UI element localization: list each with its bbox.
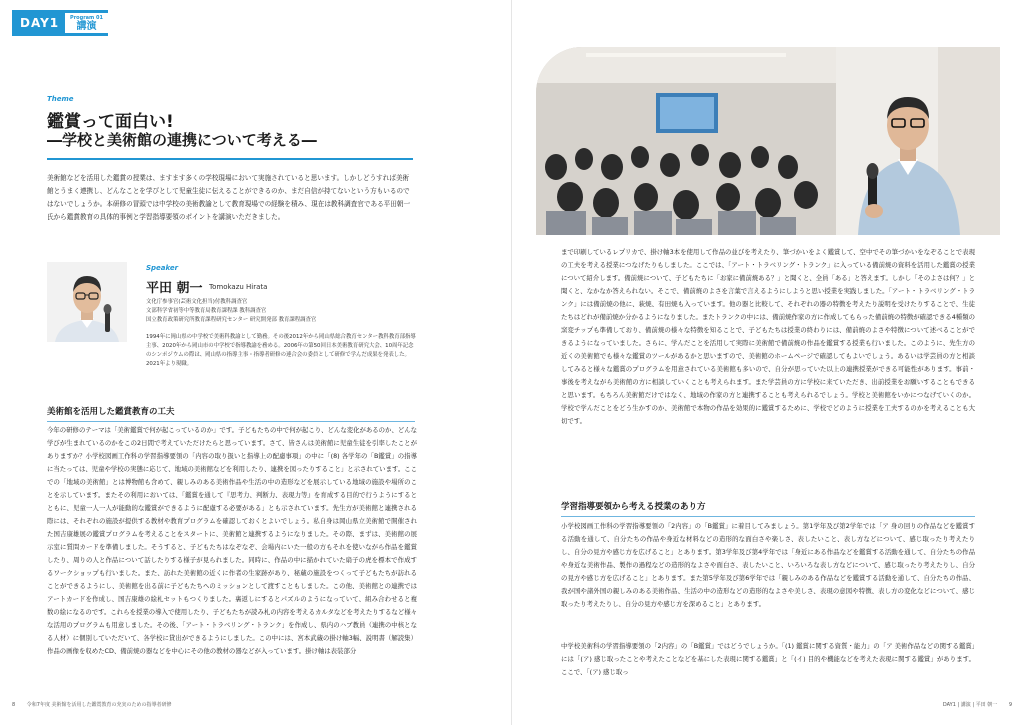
lecture-photo [536,47,1000,235]
body-text-right-elementary: 小学校図画工作科の学習指導要領の「2内容」の「B鑑賞」に着目してみましょう。第1学年及び第2学年では「ア 身の回りの作品などを鑑賞する活動を通して、自分たちの作品や身近な材料などの造形的な面白さや楽しさ、表したいこと、表し方などについて、感じ取ったり考えたりし、自分の見方や感じ方を広げること」とあります。第3学年及び第4学年では「身近にある作品などを鑑賞する活動を通して、自分たちの作品や身近な美術作品、製作の過程などの造形的なよさや面白さ、表したいこと、いろいろな表し方などについて、感じ取ったり考えたりし、自分の見方や感じ方を広げること」とあります。また第5学年及び第6学年では「親しみのある作品などを鑑賞する活動を通して、自分たちの作品、我が国や諸外国の親しみのある美術作品、生活の中の造形などの造形的なよさや美しさ、表現の意図や特徴、表し方の変化などについて、感じ取ったり考えたりし、自分の見方や感じ方を深めること」とあります。 [561,522,975,608]
body-text-left: 今年の研修のテーマは「美術鑑賞で何が起こっているのか」です。子どもたちの中で何が起こり、どんな変化があるのか、どんな学びが生まれているのかをこの2日間で考えていただけたらと思っています。さて、皆さんは美術館に児童生徒を引率したことがありますか？小学校図画工作科の学習指導要領の「内容の取り扱いと指導上の配慮事項」の中に「(8) 各学年の「B鑑賞」の指導に当たっては、児童や学校の実態に応じて、地域の美術館などを利用したり、連携を図ったりすること」と示されています。ここでの「地域の美術館」とは博物館も含めて、親しみのある美術作品や生活の中の造形などを展示している地域の施設や場所のことを示しています。またその利用においては、「鑑賞を通して『思考力、判断力、表現力等』を育成する目的で行うようにするとともに、児童一人一人が能動的な鑑賞ができるように配慮する必要がある」とも示されています。先生方が美術館と連携される際には、それぞれの施設が提供する教材や教育プログラムを確認しておくとよいでしょう。私自身は岡山県立美術館で開催された国吉康雄展の鑑賞プログラムを考えることをスタートに、美術館と連携するようになりました。その際、まずは、美術館の展示室に質問カードを準備しました。そうすると、子どもたちはなぞなぞ、会場内にいた一般の方もそれを使いながら作品を鑑賞したり、周りの人と作品について話したりする様子が見られました。同時に、作品の中に描かれていた扇子の虎を標本で作成するワークショップも行いました。また、訪れた美術館の近くに作者の生家跡があり、秘蔵の施設をつくって子どもたちが訪れることができるようにし、美術館を出る前に子どもたちへのミッションとして渡すこともしました。この他、美術館との連携ではアートカードを作成し、国吉康雄の絵札セットもつくりました。裏返しにするとパズルのようになっていて、組み合わせると複数の絵になるのです。これらを授業の導入で使用したり、子どもたちが読み札の内容を考えるカルタなどを考えたりするなど様々な活用のプログラムも用意しました。その後、「アート・トラベリング・トランク」を作成し、県内のハブ教員（連携の中核となる人材）に個別していただいて、各学校に貸出ができるようにしました。この中には、宮本武蔵の掛け軸3幅、説明書（解読集）作品の画像を収めたCD、備前焼の器などを中心にその他の教材の器などが入っています。掛け軸は表装部分 [47,426,418,655]
speaker-name: 平田 朝一 [146,281,203,296]
program-box [65,13,108,33]
program-number: Program 01 [70,14,103,21]
speaker-role: 文化庁参事官(芸術文化担当)付教科調査官 [146,299,248,305]
lead-paragraph: 美術館などを活用した鑑賞の授業は、ますます多くの学校現場において実施されていると思います。しかしどうすれば美術館とうまく連携し、どんなことを学びとして児童生徒に伝えることができるのか、まだ自信が持てないという方もいるのではないでしょうか。本研修の冒頭では中学校の美術教諭として教育現場での経験を積み、現在は教科調査官である平田朝一氏から鑑賞教育の具体的事例と学習指導要領のポイントを講演いただきました。 [47,174,411,221]
page-number-left: 8 [12,702,16,708]
day-tab [12,10,108,36]
theme-label: Theme [47,95,74,103]
speaker-role: 文部科学省初等中等教育局教育課程課 教科調査官 [146,308,267,314]
speaker-romaji: Tomokazu Hirata [209,283,268,291]
speaker-bio: 1994年に岡山県の中学校で美術科教諭として勤務。その後2012年から岡山県総合教育センター教科教育部指導主事、2020年から岡山市の中学校で指導教諭を務める。2006年の第50回日本美術教育研究大会、10周年記念のシンポジウムの際は、岡山県の指導主事・指導者研修の連合会の委員として研修で学んだ成果を発表した。2021年より現職。 [146,334,416,367]
footer-right [943,701,1012,708]
footer-right-text: DAY1 | 講演 | 平田 朝一 [942,702,998,708]
section-heading-museum: 美術館を活用した鑑賞教育の工夫 [47,405,415,422]
body-text-right-junior-high: 中学校美術科の学習指導要領の「2内容」の「B鑑賞」ではどうでしょうか。「(1) 鑑賞に関する資質・能力」の「ア 美術作品などの関する鑑賞」には「(ア) 感じ取ったことや考えたことなどを基にした表現に関する鑑賞」と「(イ) 目的や機能などを考えた表現に関する鑑賞」があります。ここで、「(ア) 感じ取っ [561,642,975,676]
title-line-1: 鑑賞って面白い! [47,112,174,132]
speaker-roles [146,298,316,325]
title-line-2: ―学校と美術館の連携について考える― [47,131,317,149]
program-title: 講演 [76,20,97,32]
footer-left-text: 令和7年度 美術館を活用した鑑賞教育の充実のための指導者研修 [26,702,172,708]
body-text-right-continuation: まで印刷しているレプリカで、掛け軸3本を使用して作品の並びを考えたり、筆づかいをよく鑑賞して、空中でその筆づかいをなぞることで表現の工夫を考える授業につなげたりもしました。ここでは、「アート・トラベリング・トランク」に入っている備前焼の資料を活用した鑑賞の授業について紹介します。備前焼について、子どもたちに「お家に備前焼ある？」と聞くと、全員「ある」と答えます。しかし「そのよさは何？」と聞くと、なかなか答えられない。そこで、備前焼のよさを言葉で言えるようにしようと思い授業を実践しました。「アート・トラベリング・トランク」には備前焼の他に、萩焼、有田焼も入っています。他の器と比較して、それぞれの器の特徴を考えたり説明を受けたりすることで、生徒たちはどれが備前焼か分かるようになりました。またトランクの中には、備前焼作家の方に作成してもらった備前焼の特徴が確認できる4種類の窯変チップも準備しており、備前焼の様々な特徴を知ることで、子どもたちは授業の終わりには、備前焼のよさや特徴について述べることができるようになっていました。さらに、学んだことを活用して実際に美術館で備前焼の作品を鑑賞する授業も行いました。このように、先生方の近くの美術館でも様々な鑑賞のツールがあるかと思いますので、美術館のホームページで確認してもよいでしょう。あるいは学芸員の方と相談してみると様々な鑑賞のプログラムを用意されている美術館も多いので、自分が思っていた以上の連携授業ができる可能性があります。事前・事後を考えながら美術館の方に相談していくことも考えられます。また学芸員の方に学校に来ていただき、出前授業をお願いすることもできると思います。もちろん美術館だけではなく、地域の作家の方と連携することも考えられるでしょう。学校と美術館をいかにつなげていくのか。学校で学んだことをどう生かすのか、美術館で本物の作品を効果的に鑑賞するために、学校でどのように授業を工夫するのかを考えることも大切です。 [561,248,975,425]
day-label: DAY1 [20,16,60,30]
speaker-photo [47,262,127,342]
section-heading-guidelines: 学習指導要領から考える授業のあり方 [561,500,975,517]
speaker-role: 国立教育政策研究所教育課程研究センター 研究開発部 教育課程調査官 [146,317,317,323]
speaker-label: Speaker [146,264,179,272]
page-number-right: 9 [1008,702,1012,708]
right-page [512,0,1024,725]
footer-left [12,701,172,708]
title-rule [47,158,413,160]
